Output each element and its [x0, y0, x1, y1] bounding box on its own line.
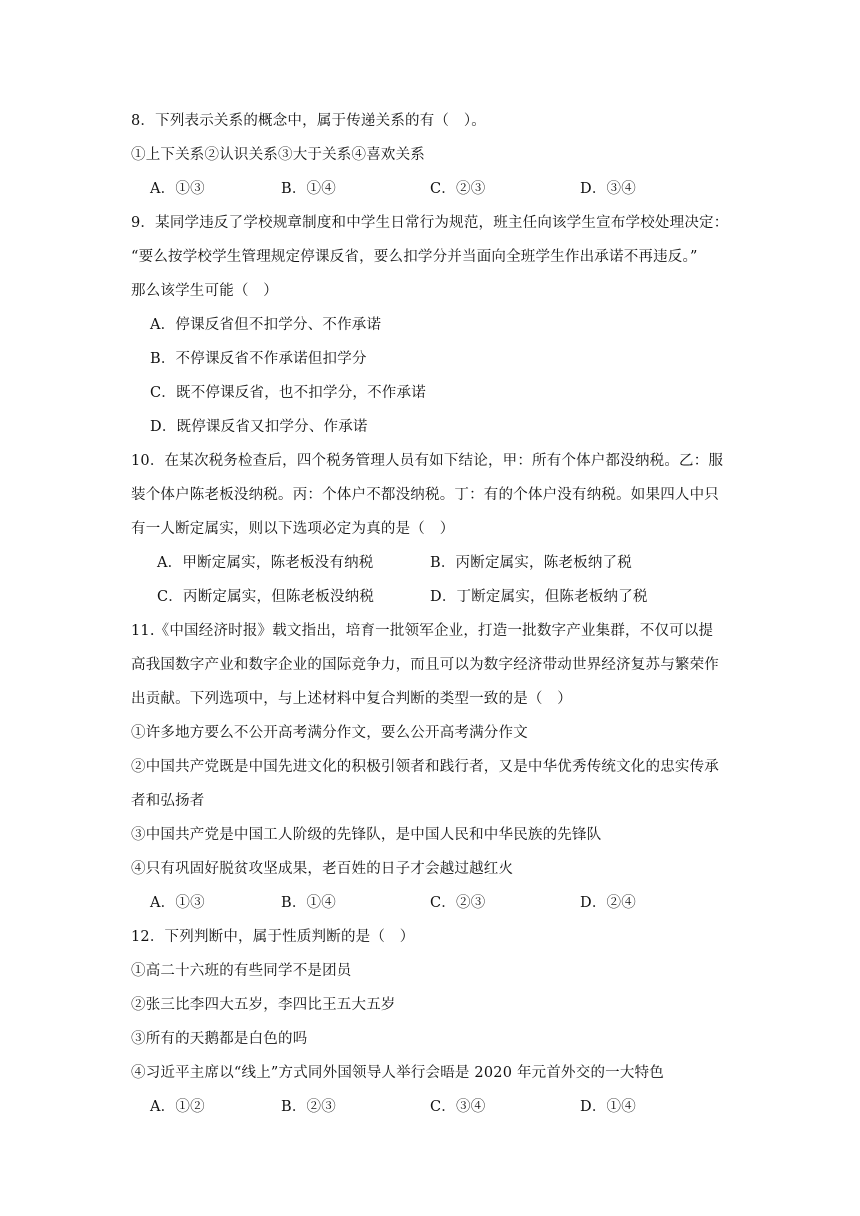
question-10-option-a: A．甲断定属实，陈老板没有纳税	[157, 555, 374, 571]
question-9-option-a: A．停课反省但不扣学分、不作承诺	[150, 317, 382, 333]
question-12-option-d: D．①④	[580, 1099, 636, 1115]
question-10-option-b: B．丙断定属实，陈老板纳了税	[430, 555, 632, 571]
question-11-statement-2-line2: 者和弘扬者	[131, 793, 205, 809]
question-11-stem-line1: 11.《中国经济时报》载文指出，培育一批领军企业，打造一批数字产业集群，不仅可以提	[131, 623, 714, 639]
question-10-option-c: C．丙断定属实，但陈老板没纳税	[157, 589, 375, 605]
question-11-option-b: B．①④	[281, 895, 336, 911]
question-9-stem-line3: 那么该学生可能（ ）	[131, 283, 278, 299]
question-11-statement-4: ④只有巩固好脱贫攻坚成果，老百姓的日子才会越过越红火	[131, 861, 514, 877]
question-10-stem-line3: 有一人断定属实，则以下选项必定为真的是（ ）	[131, 521, 455, 537]
question-12-option-a: A．①②	[150, 1099, 205, 1115]
question-10-stem-line1: 10．在某次税务检查后，四个税务管理人员有如下结论，甲：所有个体户都没纳税。乙：服	[131, 453, 724, 469]
question-11-statement-2-line1: ②中国共产党既是中国先进文化的积极引领者和践行者，又是中华优秀传统文化的忠实传承	[131, 759, 719, 775]
question-11-stem-line2: 高我国数字产业和数字企业的国际竞争力，而且可以为数字经济带动世界经济复苏与繁荣作	[131, 657, 719, 673]
question-8-option-a: A．①③	[150, 181, 205, 197]
question-12-statement-3: ③所有的天鹅都是白色的吗	[131, 1031, 308, 1047]
question-8-statements: ①上下关系②认识关系③大于关系④喜欢关系	[131, 147, 425, 163]
question-8-option-d: D．③④	[580, 181, 636, 197]
question-8-stem: 8．下列表示关系的概念中，属于传递关系的有（ ）。	[131, 113, 486, 129]
question-9-option-b: B．不停课反省不作承诺但扣学分	[150, 351, 367, 367]
question-12-option-c: C．③④	[430, 1099, 486, 1115]
question-11-statement-3: ③中国共产党是中国工人阶级的先锋队，是中国人民和中华民族的先锋队	[131, 827, 602, 843]
question-8-option-c: C．②③	[430, 181, 486, 197]
question-11-option-a: A．①③	[150, 895, 205, 911]
question-12-statement-4: ④习近平主席以“线上”方式同外国领导人举行会晤是 2020 年元首外交的一大特色	[131, 1065, 664, 1081]
question-12-statement-1: ①高二十六班的有些同学不是团员	[131, 963, 352, 979]
question-8-option-b: B．①④	[281, 181, 336, 197]
question-12-stem: 12．下列判断中，属于性质判断的是（ ）	[131, 929, 415, 945]
question-11-stem-line3: 出贡献。下列选项中，与上述材料中复合判断的类型一致的是（ ）	[131, 691, 572, 707]
question-10-stem-line2: 装个体户陈老板没纳税。丙：个体户不都没纳税。丁：有的个体户没有纳税。如果四人中只	[131, 487, 719, 503]
question-11-option-d: D．②④	[580, 895, 636, 911]
question-12-option-b: B．②③	[281, 1099, 336, 1115]
question-9-stem-line1: 9．某同学违反了学校规章制度和中学生日常行为规范，班主任向该学生宣布学校处理决定：	[131, 215, 729, 231]
question-9-stem-line2: “要么按学校学生管理规定停课反省，要么扣学分并当面向全班学生作出承诺不再违反。”	[131, 249, 698, 265]
question-9-option-d: D．既停课反省又扣学分、作承诺	[150, 419, 368, 435]
question-11-statement-1: ①许多地方要么不公开高考满分作文，要么公开高考满分作文	[131, 725, 528, 741]
question-9-option-c: C．既不停课反省，也不扣学分，不作承诺	[150, 385, 426, 401]
question-10-option-d: D．丁断定属实，但陈老板纳了税	[430, 589, 648, 605]
question-11-option-c: C．②③	[430, 895, 486, 911]
question-12-statement-2: ②张三比李四大五岁，李四比王五大五岁	[131, 997, 396, 1013]
